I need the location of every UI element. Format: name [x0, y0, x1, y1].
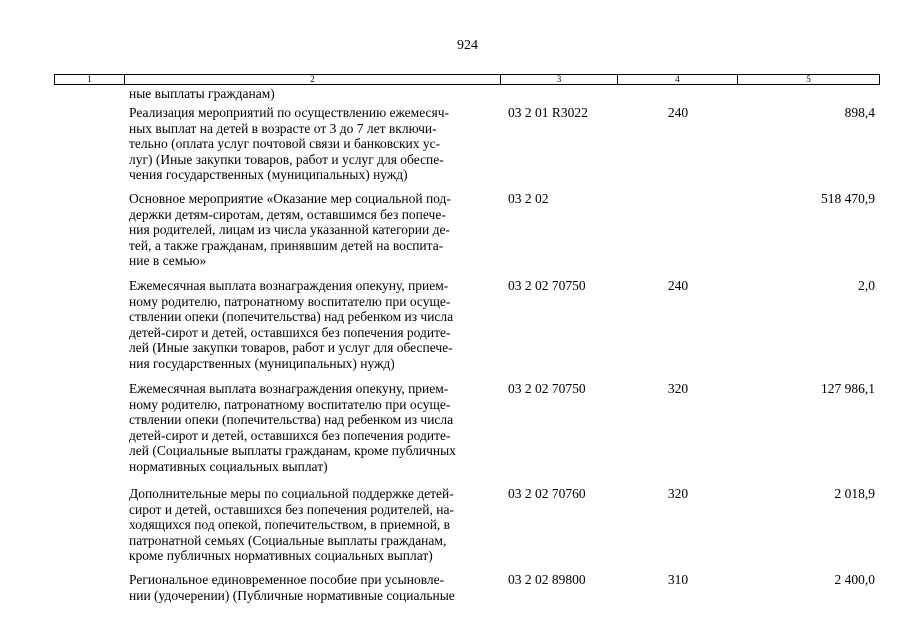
- row-amount: 518 470,9: [821, 191, 875, 206]
- row-amount: 2 400,0: [834, 572, 875, 587]
- table-header: [54, 74, 880, 85]
- row-kind: 240: [667, 278, 689, 293]
- row-code: 03 2 02 70750: [508, 278, 586, 293]
- column-header-4: 4: [618, 75, 738, 84]
- row-name: Региональное единовременное пособие при усыновле- нии (удочерении) (Публичные нормативные социальные: [129, 572, 455, 603]
- row-name: Дополнительные меры по социальной поддержке детей- сирот и детей, оставшихся без попечения родителей, на- ходящихся под опекой, попечительством, в приемной, в патронатной семьях (Социальные выплаты гражданам, кроме публичных нормативных социальных выплат): [129, 486, 454, 564]
- row-name: Основное мероприятие «Оказание мер социальной под- держки детям-сиротам, детям, оставшимся без попече- ния родителей, лицам из числа указанной категории де- тей, а также гражданам, принявшим детей на воспита- ние в семью»: [129, 191, 451, 269]
- row-amount: 2,0: [858, 278, 875, 293]
- row-kind: 310: [667, 572, 689, 587]
- row-amount: 898,4: [844, 105, 875, 120]
- row-kind: 240: [667, 105, 689, 120]
- row-name: Реализация мероприятий по осуществлению ежемесяч- ных выплат на детей в возрасте от 3 до 7 лет включи- тельно (оплата услуг почтовой связи и банковских ус- луг) (Иные закупки товаров, работ и услуг для обеспе- чения государственных (муниципальных) нужд): [129, 105, 450, 183]
- row-code: 03 2 02 70760: [508, 486, 586, 501]
- row-code: 03 2 02 89800: [508, 572, 586, 587]
- row-name: ные выплаты гражданам): [129, 86, 275, 101]
- row-code: 03 2 01 R3022: [508, 105, 588, 120]
- row-kind: 320: [667, 381, 689, 396]
- row-kind: 320: [667, 486, 689, 501]
- row-name: Ежемесячная выплата вознаграждения опекуну, прием- ному родителю, патронатному воспитателю при осуще- ствлении опеки (попечительства) над ребенком из числа детей-сирот и детей, оставшихся без попечения родите- лей (Иные закупки товаров, работ и услуг для обеспече- ния государственных (муниципальных) нужд): [129, 278, 454, 371]
- row-code: 03 2 02 70750: [508, 381, 586, 396]
- row-code: 03 2 02: [508, 191, 549, 206]
- page-number: 924: [457, 38, 478, 53]
- column-header-5: 5: [806, 74, 811, 84]
- row-amount: 127 986,1: [821, 381, 875, 396]
- column-header-1: 1: [55, 75, 125, 84]
- row-amount: 2 018,9: [834, 486, 875, 501]
- column-header-3: 3: [501, 75, 618, 84]
- column-header-2: 2: [125, 75, 501, 84]
- row-name: Ежемесячная выплата вознаграждения опекуну, прием- ному родителю, патронатному воспитателю при осуще- ствлении опеки (попечительства) над ребенком из числа детей-сирот и детей, оставшихся без попечения родите- лей (Социальные выплаты гражданам, кроме публичных нормативных социальных выплат): [129, 381, 456, 474]
